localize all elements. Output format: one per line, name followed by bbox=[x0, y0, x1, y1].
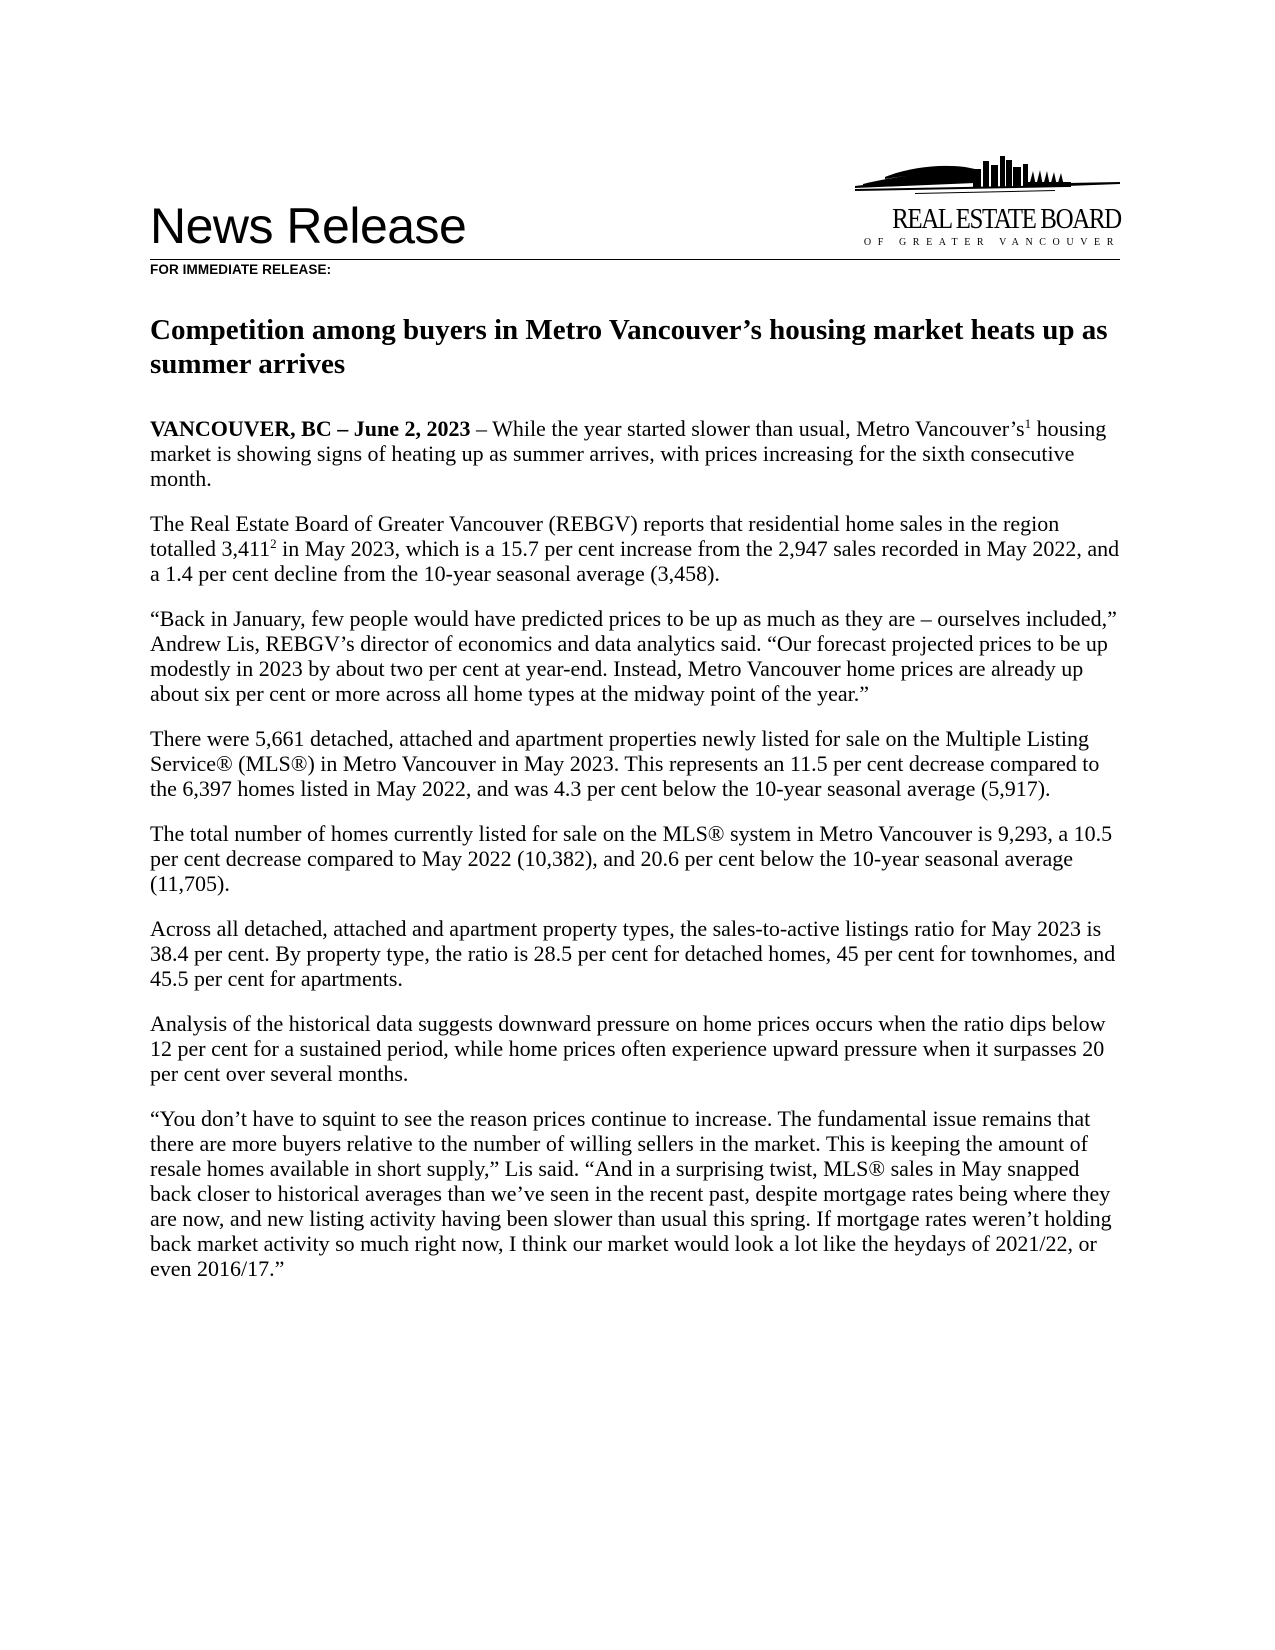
paragraph-2-text-b: in May 2023, which is a 15.7 per cent increase from the 2,947 sales recorded in May 2022, and a 1.4 per cent decline from the 10-year seasonal average (3,458). bbox=[150, 536, 1120, 586]
board-subtitle: OF GREATER VANCOUVER bbox=[863, 237, 1120, 248]
masthead-divider bbox=[150, 259, 1120, 260]
paragraph-3: “Back in January, few people would have predicted prices to be up as much as they are – ourselves included,” Andrew Lis, REBGV’s director of economics and data analytics said. “Our forecast projected prices to be up modestly in 2023 by about two per cent at year-end. Instead, Metro Vancouver home prices are already up about six per cent or more across all home types at the midway point of the year.” bbox=[150, 606, 1117, 706]
footnote-ref-1: 1 bbox=[1024, 416, 1032, 431]
article-body bbox=[150, 416, 1125, 1301]
release-type-label: FOR IMMEDIATE RELEASE: bbox=[150, 262, 332, 277]
paragraph-1-text-b: housing market is showing signs of heating up as summer arrives, with prices increasing for the sixth consecutive month. bbox=[150, 416, 1107, 491]
dateline: VANCOUVER, BC – June 2, 2023 bbox=[150, 416, 471, 441]
footnote-ref-2: 2 bbox=[270, 536, 277, 551]
release-title: News Release bbox=[150, 198, 467, 254]
vancouver-skyline-icon bbox=[855, 155, 1120, 205]
paragraph-8: “You don’t have to squint to see the reason prices continue to increase. The fundamental issue remains that there are more buyers relative to the number of willing sellers in the market. This is keeping the amount of resale homes available in short supply,” Lis said. “And in a surprising twist, MLS® sales in May snapped back closer to historical averages than we’ve seen in the recent past, despite mortgage rates being where they are now, and new listing activity having been slower than usual this spring. If mortgage rates weren’t holding back market activity so much right now, I think our market would look a lot like the heydays of 2021/22, or even 2016/17.” bbox=[150, 1106, 1112, 1281]
paragraph-1 bbox=[150, 416, 1125, 491]
board-name: REAL ESTATE BOARD bbox=[892, 203, 1121, 235]
headline: Competition among buyers in Metro Vancouver’s housing market heats up as summer arrives bbox=[150, 314, 1108, 380]
paragraph-5: The total number of homes currently listed for sale on the MLS® system in Metro Vancouver is 9,293, a 10.5 per cent decrease compared to May 2022 (10,382), and 20.6 per cent below the 10-year seasonal average (11,705). bbox=[150, 821, 1113, 896]
board-logo bbox=[855, 155, 1120, 255]
paragraph-7: Analysis of the historical data suggests downward pressure on home prices occurs when the ratio dips below 12 per cent for a sustained period, while home prices often experience upward pressure when it surpasses 20 per cent over several months. bbox=[150, 1011, 1106, 1086]
paragraph-1-text-a: – While the year started slower than usual, Metro Vancouver’s bbox=[470, 416, 1025, 441]
paragraph-4: There were 5,661 detached, attached and apartment properties newly listed for sale on the Multiple Listing Service® (MLS®) in Metro Vancouver in May 2023. This represents an 11.5 per cent decrease compared to the 6,397 homes listed in May 2022, and was 4.3 per cent below the 10-year seasonal average (5,917). bbox=[150, 726, 1100, 801]
paragraph-6: Across all detached, attached and apartment property types, the sales-to-active listings ratio for May 2023 is 38.4 per cent. By property type, the ratio is 28.5 per cent for detached homes, 45 per cent for townhomes, and 45.5 per cent for apartments. bbox=[150, 916, 1116, 991]
paragraph-2 bbox=[150, 511, 1125, 586]
paragraph-2-text-a: The Real Estate Board of Greater Vancouver (REBGV) reports that residential home sales in the region totalled 3,411 bbox=[150, 511, 1060, 561]
